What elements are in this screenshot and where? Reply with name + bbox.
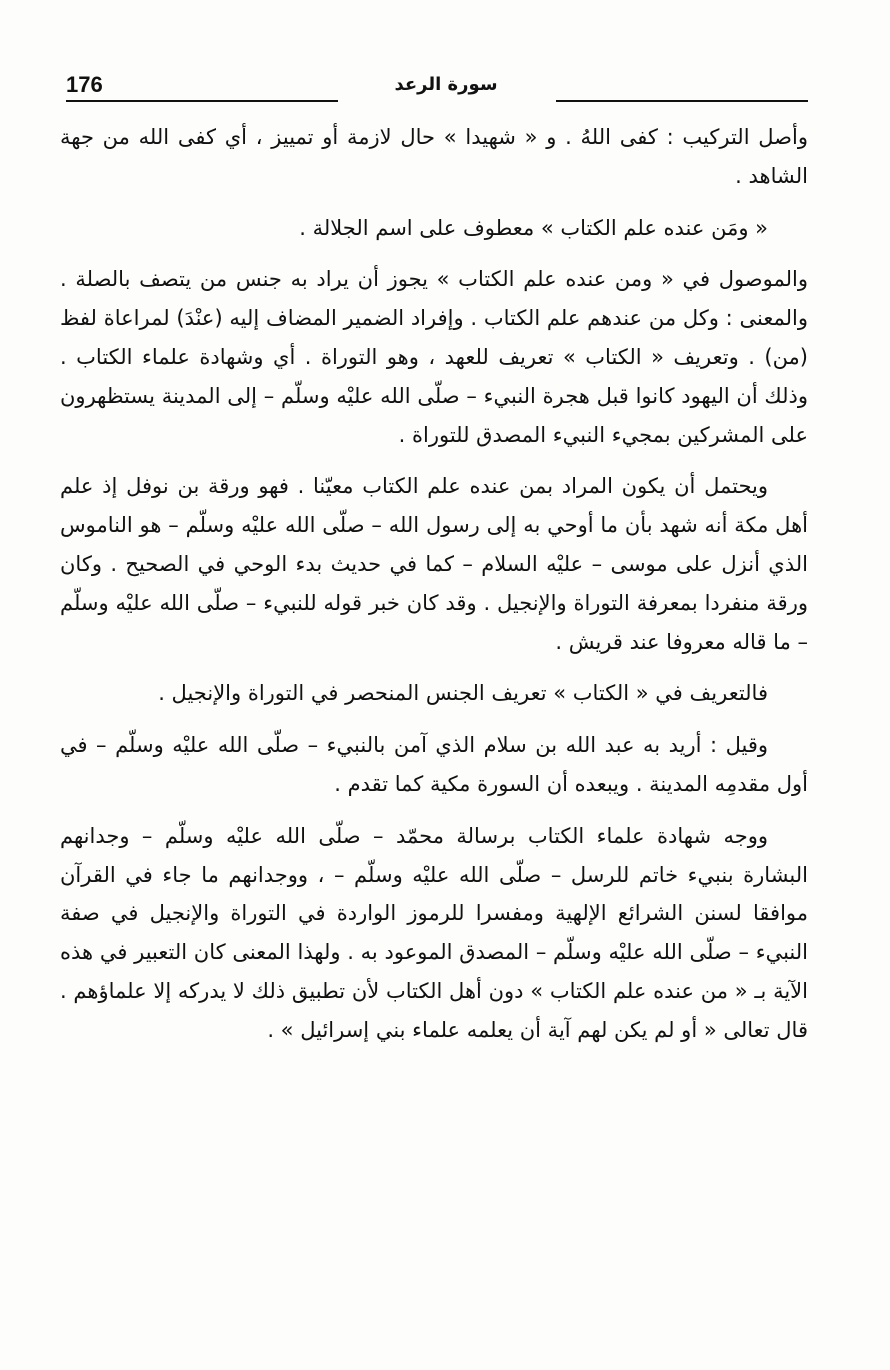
page-body xyxy=(60,118,808,1188)
header-rule-right xyxy=(556,100,808,102)
header-rule-left xyxy=(66,100,338,102)
paragraph-7: ووجه شهادة علماء الكتاب برسالة محمّد – صلّى الله عليْه وسلّم – وجدانهم البشارة بنبيء خاتم للرسل – صلّى الله عليْه وسلّم – ، ووجدانهم ما جاء في القرآن موافقا لسنن الشرائع الإلهية ومفسرا للرموز الواردة في التوراة والإنجيل في صفة النبيء – صلّى الله عليْه وسلّم – المصدق الموعود به . ولهذا المعنى كان التعبير في هذه الآية بـ « من عنده علم الكتاب » دون أهل الكتاب لأن تطبيق ذلك لا يدركه إلا علماؤهم . قال تعالى « أو لم يكن لهم آية أن يعلمه علماء بني إسرائيل » . xyxy=(60,823,808,1042)
paragraph-3: والموصول في « ومن عنده علم الكتاب » يجوز أن يراد به جنس من يتصف بالصلة . والمعنى : وكل من عندهم علم الكتاب . وإفراد الضمير المضاف إليه (عنْدَ) لمراعاة لفظ (من) . وتعريف « الكتاب » تعريف للعهد ، وهو التوراة . أي وشهادة علماء الكتاب . وذلك أن اليهود كانوا قبل هجرة النبيء – صلّى الله عليْه وسلّم – إلى المدينة يستظهرون على المشركين بمجيء النبيء المصدق للتوراة . xyxy=(60,267,808,447)
paragraph-5: فالتعريف في « الكتاب » تعريف الجنس المنحصر في التوراة والإنجيل . xyxy=(158,681,768,706)
paragraph-6: وقيل : أريد به عبد الله بن سلام الذي آمن بالنبيء – صلّى الله عليْه وسلّم – في أول مقدمِه المدينة . ويبعده أن السورة مكية كما تقدم . xyxy=(60,733,808,796)
page-number: 176 xyxy=(66,72,103,97)
paragraph-4: ويحتمل أن يكون المراد بمن عنده علم الكتاب معيّنا . فهو ورقة بن نوفل إذ علم أهل مكة أنه شهد بأن ما أوحي به إلى رسول الله – صلّى الله عليْه وسلّم – هو الناموس الذي أنزل على موسى – عليْه السلام – كما في حديث بدء الوحي في الصحيح . وكان ورقة منفردا بمعرفة التوراة والإنجيل . وقد كان خبر قوله للنبيء – صلّى الله عليْه وسلّم – ما قاله معروفا عند قريش . xyxy=(60,474,808,654)
paragraph-2: « ومَن عنده علم الكتاب » معطوف على اسم الجلالة . xyxy=(299,215,768,240)
chapter-title: سورة الرعد xyxy=(394,74,498,95)
paragraph-1: وأصل التركيب : كفى اللهُ . و « شهيدا » حال لازمة أو تمييز ، أي كفى الله من جهة الشاهد . xyxy=(60,125,808,188)
page-header xyxy=(66,72,808,106)
